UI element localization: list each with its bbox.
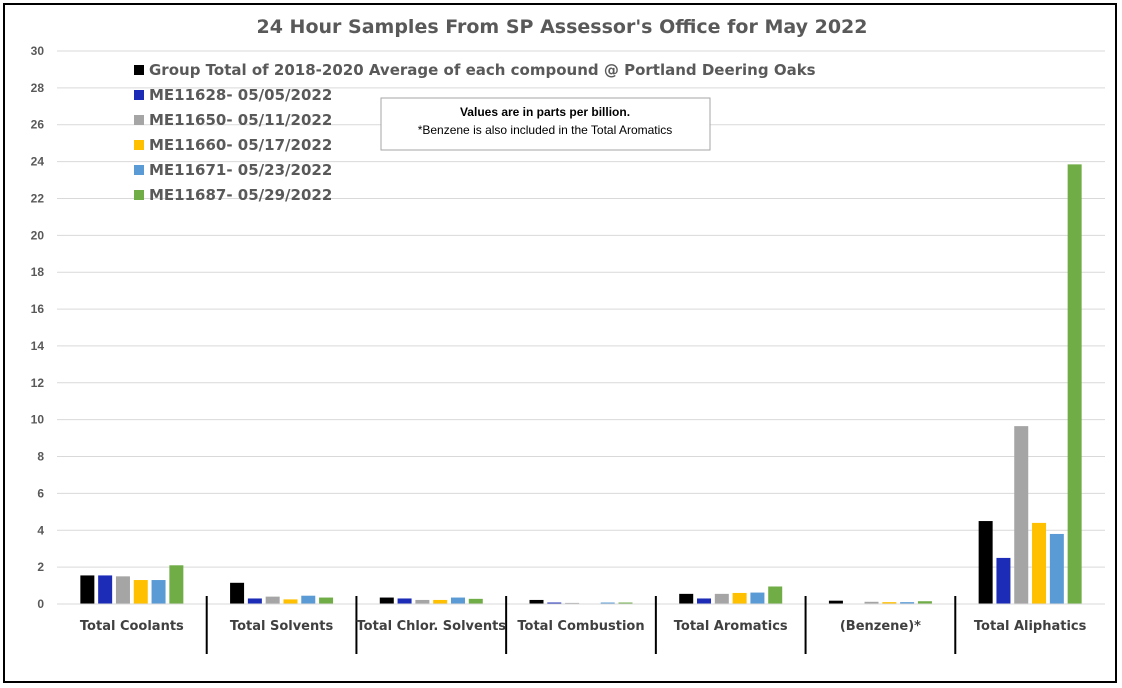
x-tick-label: Total Combustion — [517, 619, 645, 634]
bar — [152, 580, 166, 604]
legend-entry: ME11687- 05/29/2022 — [149, 186, 333, 204]
x-tick-label: Total Chlor. Solvents — [356, 619, 507, 634]
bar — [1068, 164, 1082, 604]
legend-swatch — [134, 90, 144, 100]
bar — [116, 576, 130, 604]
bar — [98, 575, 112, 604]
legend-entry: ME11671- 05/23/2022 — [149, 161, 333, 179]
bar — [266, 597, 280, 604]
bar — [530, 600, 544, 604]
bar — [768, 586, 782, 604]
legend-entry: ME11628- 05/05/2022 — [149, 86, 333, 104]
bar — [301, 596, 315, 604]
y-tick-label: 2 — [37, 560, 44, 575]
x-axis — [57, 596, 1105, 654]
bar — [398, 598, 412, 604]
bar — [319, 598, 333, 604]
legend-swatch — [134, 115, 144, 125]
x-tick-label: Total Coolants — [79, 619, 184, 634]
y-tick-label: 16 — [30, 302, 44, 317]
bar — [380, 598, 394, 604]
bar — [169, 565, 183, 604]
bar — [697, 598, 711, 604]
bar — [415, 600, 429, 604]
y-tick-label: 10 — [30, 412, 44, 427]
annotation-line-2: *Benzene is also included in the Total Aromatics — [417, 123, 673, 137]
y-tick-label: 6 — [37, 486, 44, 501]
bars — [80, 164, 1081, 604]
bar — [1050, 534, 1064, 604]
bar — [80, 575, 94, 604]
legend-entry: Group Total of 2018-2020 Average of each compound @ Portland Deering Oaks — [149, 61, 816, 79]
y-tick-label: 0 — [37, 597, 44, 611]
bar — [1014, 426, 1028, 604]
y-axis-ticks — [31, 44, 45, 611]
bar — [715, 594, 729, 604]
y-tick-label: 22 — [30, 191, 44, 206]
y-tick-label: 26 — [30, 117, 44, 132]
legend-swatch — [134, 140, 144, 150]
y-tick-label: 4 — [37, 523, 44, 538]
y-tick-label: 28 — [30, 80, 44, 95]
bar — [230, 583, 244, 604]
bar — [750, 593, 764, 604]
x-tick-label: Total Solvents — [229, 619, 334, 634]
legend-swatch — [134, 165, 144, 175]
bar — [733, 593, 747, 604]
x-tick-label: (Benzene)* — [839, 619, 921, 634]
legend-swatch — [134, 65, 144, 75]
y-tick-label: 20 — [30, 228, 44, 243]
bar — [996, 558, 1010, 604]
bar — [134, 580, 148, 604]
annotation-box — [381, 98, 710, 150]
y-tick-label: 8 — [37, 449, 44, 464]
bar — [248, 598, 262, 604]
y-tick-label: 24 — [30, 154, 44, 169]
bar — [283, 599, 297, 604]
bar — [1032, 523, 1046, 604]
x-tick-label: Total Aromatics — [673, 619, 788, 634]
bar — [679, 594, 693, 604]
y-tick-label: 18 — [30, 265, 44, 280]
y-tick-label: 30 — [30, 44, 44, 58]
y-tick-label: 14 — [30, 338, 44, 353]
chart-title: 24 Hour Samples From SP Assessor's Office for May 2022 — [256, 16, 868, 38]
bar — [451, 598, 465, 604]
x-tick-label: Total Aliphatics — [973, 619, 1087, 634]
legend-entry: ME11660- 05/17/2022 — [149, 136, 333, 154]
legend-entry: ME11650- 05/11/2022 — [149, 111, 333, 129]
legend-swatch — [134, 190, 144, 200]
bar — [979, 521, 993, 604]
bar — [433, 600, 447, 604]
annotation-line-1: Values are in parts per billion. — [459, 105, 631, 119]
bar — [469, 599, 483, 604]
y-tick-label: 12 — [30, 375, 44, 390]
